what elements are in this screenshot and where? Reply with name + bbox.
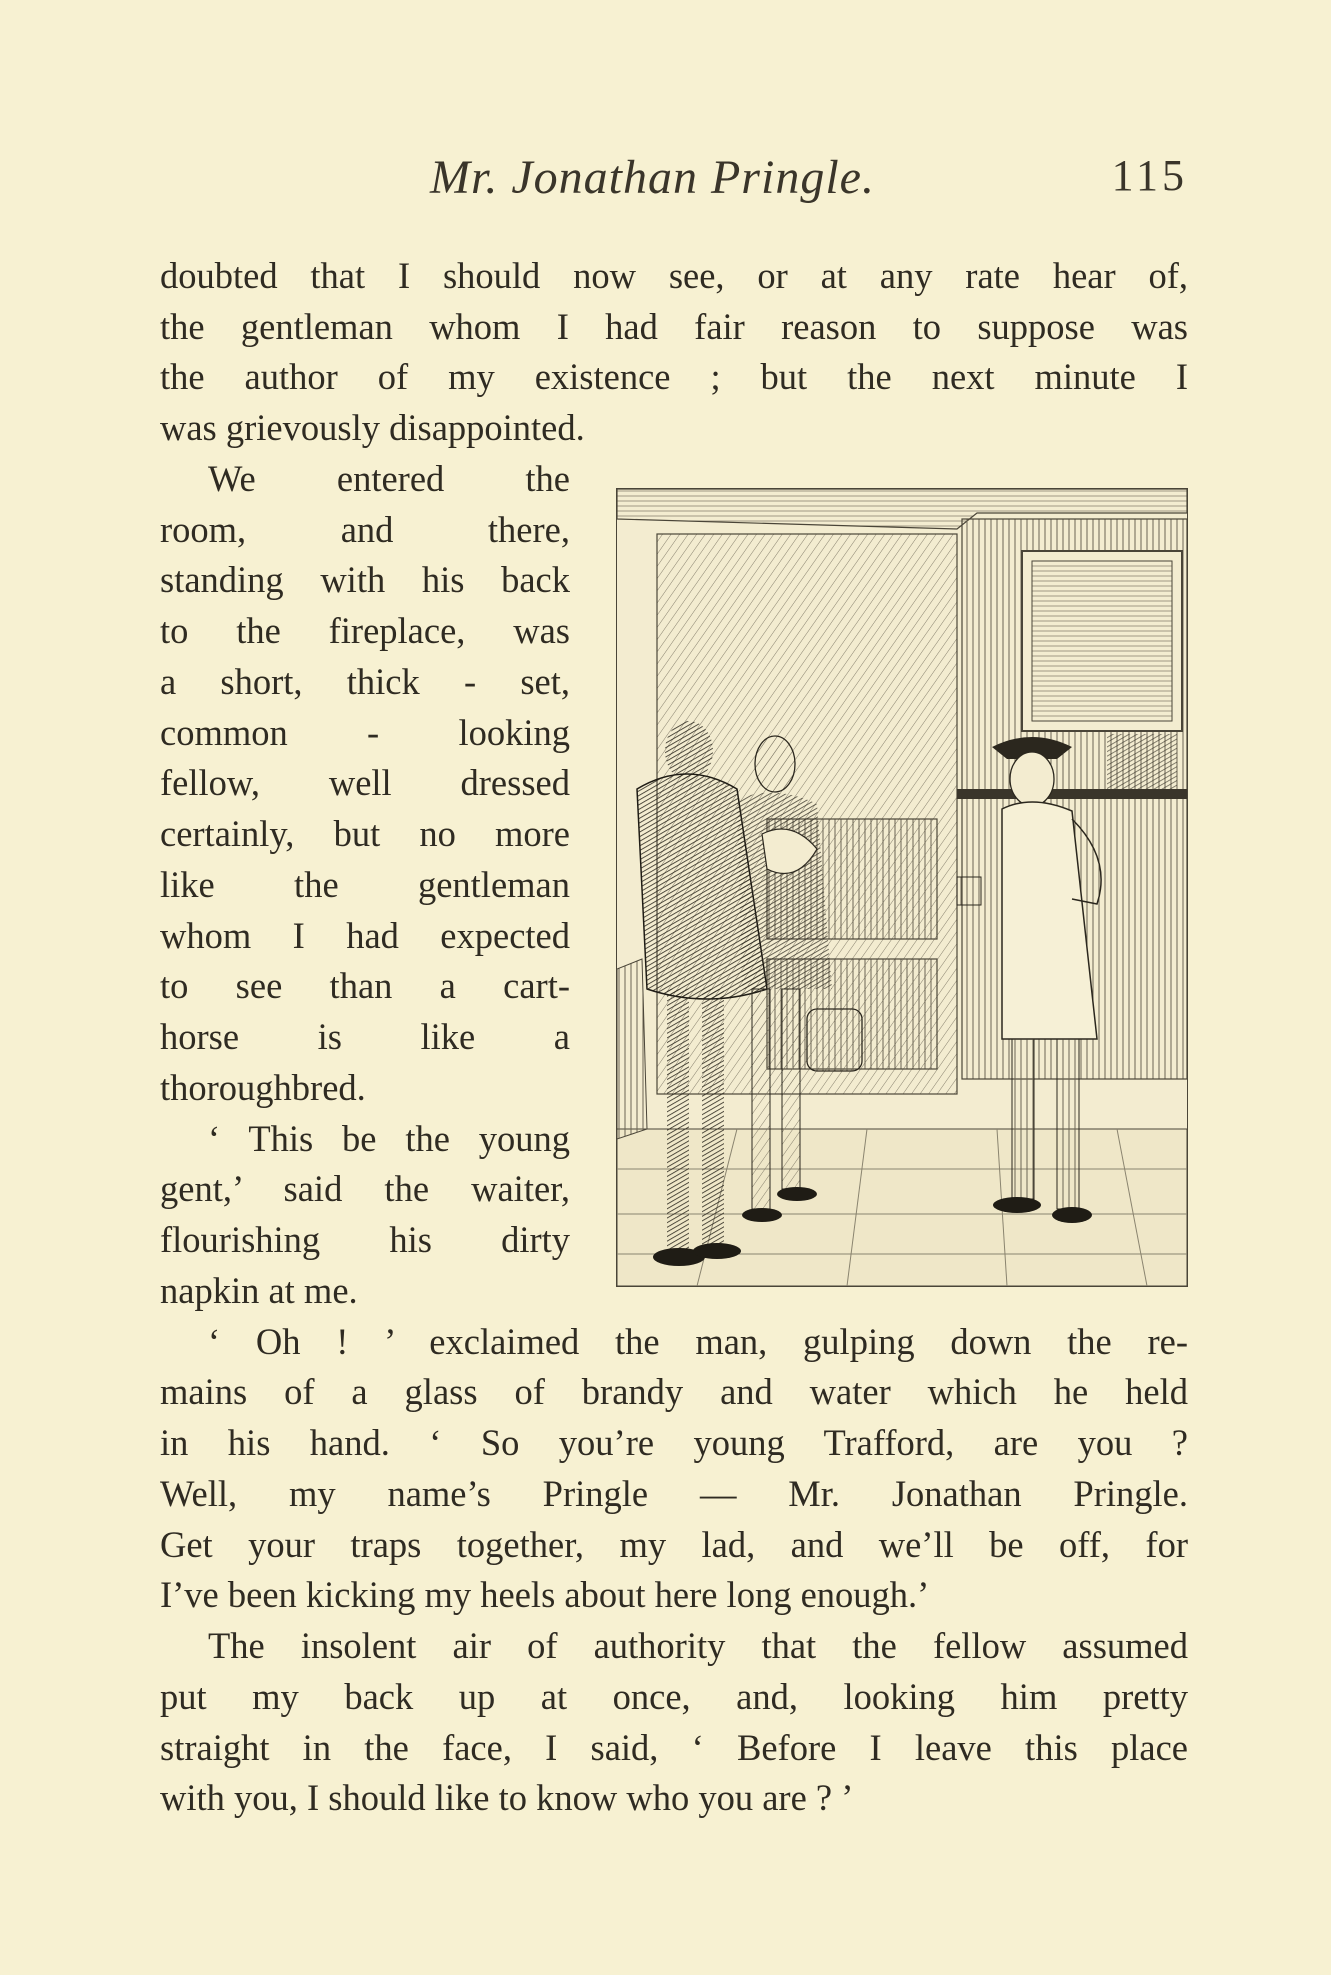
text-line: like the gentleman xyxy=(160,864,570,905)
text-line: in his hand. ‘ So you’re young Trafford, are you ? xyxy=(160,1422,1188,1463)
text-line: to see than a cart- xyxy=(160,965,570,1006)
text-line: napkin at me. xyxy=(160,1270,358,1311)
engraving-illustration xyxy=(616,488,1188,1287)
running-header xyxy=(160,150,1188,220)
text-line: I’ve been kicking my heels about here long enough.’ xyxy=(160,1574,930,1615)
engraving-three-men-in-room-icon xyxy=(617,489,1187,1286)
text-line: ‘ This be the young xyxy=(208,1118,570,1159)
text-line: straight in the face, I said, ‘ Before I leave this place xyxy=(160,1727,1188,1768)
text-line: was grievously disappointed. xyxy=(160,407,585,448)
text-line: doubted that I should now see, or at any rate hear of, xyxy=(160,255,1188,296)
text-line: fellow, well dressed xyxy=(160,762,570,803)
page-number: 115 xyxy=(1111,151,1188,200)
text-line: The insolent air of authority that the fellow assumed xyxy=(208,1625,1188,1666)
text-line: We entered the xyxy=(208,458,570,499)
text-line: room, and there, xyxy=(160,509,570,550)
text-line: Get your traps together, my lad, and we’ll be off, for xyxy=(160,1524,1188,1565)
text-line: with you, I should like to know who you are ? ’ xyxy=(160,1777,854,1818)
text-line: mains of a glass of brandy and water which he held xyxy=(160,1371,1188,1412)
running-title: Mr. Jonathan Pringle. xyxy=(430,151,875,204)
text-line: a short, thick - set, xyxy=(160,661,570,702)
text-line: to the fireplace, was xyxy=(160,610,570,651)
text-line: the author of my existence ; but the next minute I xyxy=(160,356,1188,397)
text-line: standing with his back xyxy=(160,559,570,600)
text-line: whom I had expected xyxy=(160,915,570,956)
text-line: ‘ Oh ! ’ exclaimed the man, gulping down the re- xyxy=(208,1321,1188,1362)
text-line: flourishing his dirty xyxy=(160,1219,570,1260)
text-line: put my back up at once, and, looking him pretty xyxy=(160,1676,1188,1717)
text-line: common - looking xyxy=(160,712,570,753)
text-line: Well, my name’s Pringle — Mr. Jonathan Pringle. xyxy=(160,1473,1188,1514)
text-line: horse is like a xyxy=(160,1016,570,1057)
text-line: certainly, but no more xyxy=(160,813,570,854)
text-line: thoroughbred. xyxy=(160,1067,366,1108)
text-line: the gentleman whom I had fair reason to suppose was xyxy=(160,306,1188,347)
text-line: gent,’ said the waiter, xyxy=(160,1168,570,1209)
